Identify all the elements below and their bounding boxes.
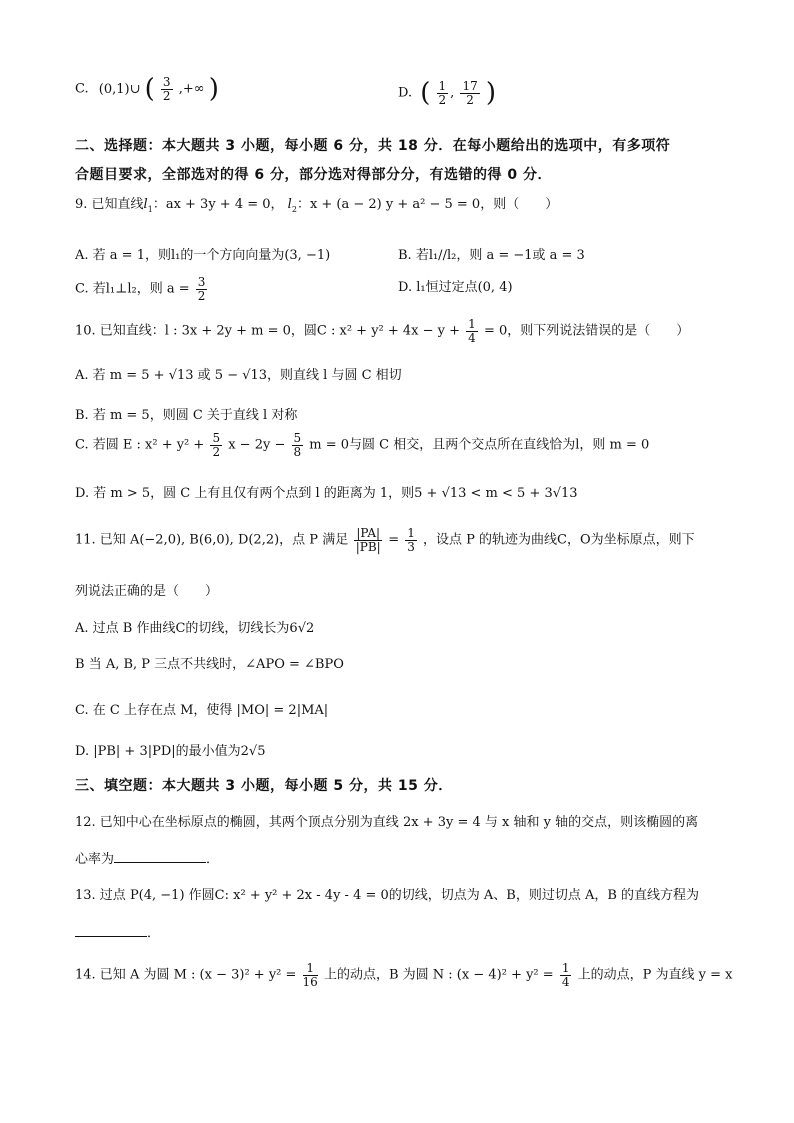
- option-label: D.: [398, 85, 413, 101]
- frac-den: 4: [561, 974, 570, 989]
- paren-left: (: [420, 78, 431, 109]
- fraction: [196, 276, 208, 302]
- math-symbol: l: [287, 197, 292, 212]
- frac-den: 4: [468, 330, 476, 345]
- question-14-stem: [75, 962, 732, 988]
- frac-den: 2: [212, 444, 221, 459]
- frac-den: |PB|: [355, 539, 381, 554]
- question-11-stem-cont: 列说法正确的是（ ）: [75, 584, 219, 599]
- option-text: C. 若l₁⊥l₂，则 a =: [75, 281, 190, 297]
- section-2-heading-cont: 合题目要求，全部选对的得 6 分，部分选对得部分分，有选错的得 0 分．: [75, 167, 552, 183]
- question-text: 心率为: [75, 852, 115, 867]
- question-9-option-c: [75, 276, 209, 302]
- question-text: 11. 已知 A(−2,0), B(6,0), D(2,2)，点 P 满足: [75, 532, 349, 548]
- fraction: [405, 527, 417, 553]
- question-text: 9. 已知直线: [75, 197, 144, 212]
- question-13-stem-cont: [75, 927, 160, 940]
- fraction: [460, 80, 479, 106]
- frac-num: 1: [407, 526, 415, 540]
- fraction: [303, 962, 318, 988]
- subscript: 2: [291, 205, 297, 214]
- question-text: 上的动点，P 为直线 y = x: [577, 967, 733, 983]
- question-text: 上的动点，B 为圆 N : (x − 4)² + y² =: [323, 967, 554, 983]
- section-3-heading: 三、填空题：本大题共 3 小题，每小题 5 分，共 15 分．: [75, 778, 453, 794]
- question-11-option-c: C. 在 C 上存在点 M，使得 |MO| = 2|MA|: [75, 703, 329, 718]
- question-10-option-b: B. 若 m = 5，则圆 C 关于直线 l 对称: [75, 408, 298, 423]
- section-2-heading: 二、选择题：本大题共 3 小题，每小题 6 分，共 18 分．在每小题给出的选项中，有多项符: [75, 138, 671, 154]
- fraction: [292, 432, 304, 458]
- question-9-option-d: D. l₁恒过定点(0, 4): [398, 280, 513, 295]
- question-9-option-b: B. 若l₁//l₂，则 a = −1或 a = 3: [398, 248, 585, 263]
- option-text: C. 若圆 E : x² + y² +: [75, 437, 205, 453]
- question-9-stem: [75, 198, 558, 214]
- option-text: x − 2y −: [228, 437, 286, 453]
- fraction: [161, 76, 173, 102]
- paren-right: ): [208, 74, 219, 105]
- math-text: =: [388, 532, 400, 548]
- question-9-option-a: A. 若 a = 1，则l₁的一个方向向量为(3, −1): [75, 248, 331, 263]
- math-text: (0,1)∪: [98, 81, 141, 97]
- math-text: ：ax + 3y + 4 = 0，: [152, 197, 284, 212]
- answer-blank[interactable]: [114, 862, 206, 863]
- frac-num: 3: [197, 275, 206, 289]
- frac-num: 1: [438, 79, 447, 93]
- frac-num: 5: [293, 431, 302, 445]
- question-13-stem: 13. 过点 P(4, −1) 作圆C: x² + y² + 2x - 4y - 4 = 0的切线，切点为 A、B，则过切点 A，B 的直线方程为: [75, 888, 700, 903]
- frac-num: 5: [212, 431, 221, 445]
- question-10-stem: [75, 318, 689, 344]
- option-d-prev: D. ( $\frac{1}{2}$ , $\frac{17}{2}$ ): [398, 78, 497, 109]
- fraction: [560, 962, 572, 988]
- question-11-option-d: D. |PB| + 3|PD|的最小值为2√5: [75, 744, 266, 759]
- frac-den: 3: [407, 539, 415, 554]
- question-text: = 0，则下列说法错误的是（ ）: [483, 323, 690, 339]
- question-11-option-b: B 当 A, B, P 三点不共线时，∠APO = ∠BPO: [75, 657, 344, 672]
- frac-num: 1: [303, 962, 318, 976]
- math-symbol: l: [143, 197, 148, 212]
- question-11-option-a: A. 过点 B 作曲线C的切线，切线长为6√2: [75, 621, 315, 636]
- answer-blank[interactable]: [75, 936, 147, 937]
- paren-left: (: [144, 74, 155, 105]
- question-11-stem: [75, 527, 695, 553]
- frac-den: 8: [293, 444, 302, 459]
- question-text: ．: [206, 852, 220, 867]
- subscript: 1: [147, 205, 153, 214]
- frac-den: 2: [162, 88, 171, 103]
- frac-den: 16: [302, 974, 318, 989]
- frac-den: 2: [438, 92, 447, 107]
- option-label: C.: [75, 81, 89, 97]
- fraction: [210, 432, 222, 458]
- frac-num: 1: [468, 317, 476, 331]
- frac-den: 2: [197, 288, 206, 303]
- frac-num: |PA|: [356, 526, 381, 540]
- option-text: m = 0与圆 C 相交，且两个交点所在直线恰为l，则 m = 0: [309, 437, 650, 453]
- frac-num: 3: [162, 75, 171, 89]
- frac-num: 1: [561, 961, 570, 975]
- math-text: ,+∞: [178, 81, 205, 97]
- question-text: 10. 已知直线：l : 3x + 2y + m = 0，圆C : x² + y² + 4x − y +: [75, 323, 461, 339]
- frac-den: 2: [466, 92, 474, 107]
- paren-right: ): [485, 78, 497, 109]
- question-text: ．: [147, 926, 161, 941]
- question-12-stem-cont: [75, 853, 219, 866]
- question-12-stem: 12. 已知中心在坐标原点的椭圆，其两个顶点分别为直线 2x + 3y = 4 与 x 轴和 y 轴的交点，则该椭圆的离: [75, 815, 699, 830]
- frac-num: 17: [462, 79, 478, 93]
- fraction: [466, 318, 478, 344]
- question-10-option-c: [75, 432, 649, 458]
- question-text: 14. 已知 A 为圆 M : (x − 3)² + y² =: [75, 967, 297, 983]
- question-10-option-a: A. 若 m = 5 + √13 或 5 − √13，则直线 l 与圆 C 相切: [75, 368, 402, 383]
- fraction: [354, 527, 382, 553]
- fraction: [437, 80, 449, 106]
- question-text: ，设点 P 的轨迹为曲线C，O为坐标原点，则下: [423, 532, 695, 548]
- option-c-prev: [75, 74, 219, 105]
- math-text: ：x + (a − 2) y + a² − 5 = 0，则（ ）: [296, 197, 559, 212]
- question-10-option-d: D. 若 m > 5，圆 C 上有且仅有两个点到 l 的距离为 1，则5 + √13 < m < 5 + 3√13: [75, 486, 578, 501]
